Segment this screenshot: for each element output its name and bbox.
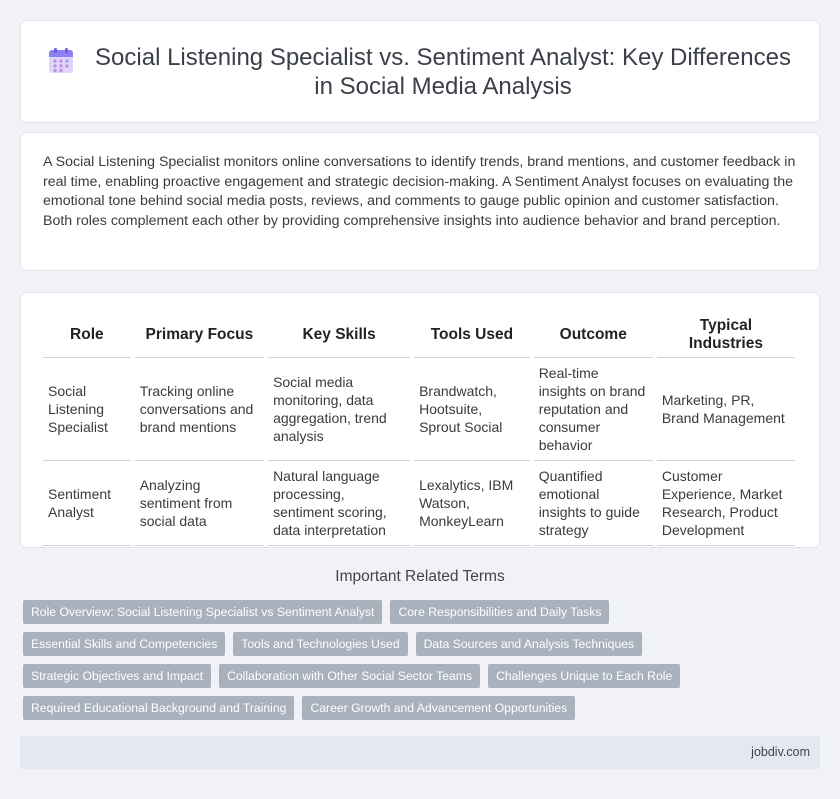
cell-typical-industries: Customer Experience, Market Research, Product Development xyxy=(657,461,795,546)
cell-outcome: Real-time insights on brand reputation and consumer behavior xyxy=(534,358,653,461)
cell-primary-focus: Tracking online conversations and brand mentions xyxy=(135,358,264,461)
cell-tools-used: Lexalytics, IBM Watson, MonkeyLearn xyxy=(414,461,530,546)
footer xyxy=(20,736,820,769)
comparison-table xyxy=(39,311,799,546)
cell-outcome: Quantified emotional insights to guide strategy xyxy=(534,461,653,546)
footer-site-link[interactable]: jobdiv.com xyxy=(751,745,810,759)
calendar-icon xyxy=(47,47,75,75)
related-terms-title: Important Related Terms xyxy=(335,568,505,585)
table-row xyxy=(43,461,795,546)
related-terms-tags xyxy=(23,600,823,728)
related-term-tag[interactable]: Collaboration with Other Social Sector Teams xyxy=(219,664,480,688)
cell-key-skills: Natural language processing, sentiment scoring, data interpretation xyxy=(268,461,410,546)
column-header-outcome: Outcome xyxy=(534,311,653,358)
header-card xyxy=(20,20,820,123)
related-term-tag[interactable]: Career Growth and Advancement Opportunities xyxy=(302,696,575,720)
table-row xyxy=(43,358,795,461)
column-header-key-skills: Key Skills xyxy=(268,311,410,358)
column-header-primary-focus: Primary Focus xyxy=(135,311,264,358)
page-title: Social Listening Specialist vs. Sentiment Analyst: Key Differences in Social Media Analysis xyxy=(95,43,791,100)
cell-role: Sentiment Analyst xyxy=(43,461,131,546)
column-header-role: Role xyxy=(43,311,131,358)
column-header-tools-used: Tools Used xyxy=(414,311,530,358)
related-term-tag[interactable]: Role Overview: Social Listening Specialist vs Sentiment Analyst xyxy=(23,600,382,624)
related-term-tag[interactable]: Tools and Technologies Used xyxy=(233,632,407,656)
comparison-table-card xyxy=(20,292,820,548)
cell-primary-focus: Analyzing sentiment from social data xyxy=(135,461,264,546)
related-term-tag[interactable]: Essential Skills and Competencies xyxy=(23,632,225,656)
related-term-tag[interactable]: Core Responsibilities and Daily Tasks xyxy=(390,600,609,624)
related-term-tag[interactable]: Challenges Unique to Each Role xyxy=(488,664,680,688)
cell-tools-used: Brandwatch, Hootsuite, Sprout Social xyxy=(414,358,530,461)
cell-key-skills: Social media monitoring, data aggregation, trend analysis xyxy=(268,358,410,461)
cell-typical-industries: Marketing, PR, Brand Management xyxy=(657,358,795,461)
description-text: A Social Listening Specialist monitors online conversations to identify trends, brand mentions, and customer feedback in real time, enabling proactive engagement and strategic decision-making. A Sentiment Analyst focuses on evaluating the emotional tone behind social media posts, reviews, and comments to gauge public opinion and customer satisfaction. Both roles complement each other by providing comprehensive insights into audience behavior and brand perception. xyxy=(43,154,796,229)
table-header-row xyxy=(43,311,795,358)
column-header-typical-industries: Typical Industries xyxy=(657,311,795,358)
cell-role: Social Listening Specialist xyxy=(43,358,131,461)
related-term-tag[interactable]: Strategic Objectives and Impact xyxy=(23,664,211,688)
description-card xyxy=(20,132,820,271)
related-term-tag[interactable]: Required Educational Background and Training xyxy=(23,696,294,720)
related-term-tag[interactable]: Data Sources and Analysis Techniques xyxy=(416,632,642,656)
